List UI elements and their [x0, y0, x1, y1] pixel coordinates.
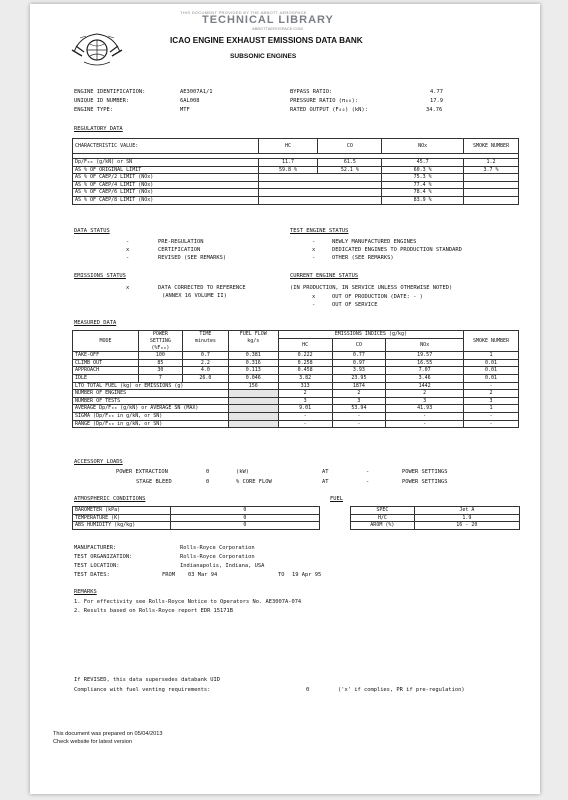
- measured-cell: 1: [464, 352, 519, 360]
- fuel-label: AROM (%): [351, 522, 415, 530]
- fuel-label: SPEC: [351, 507, 415, 515]
- lto-cell: 156: [228, 382, 278, 390]
- measured-cell: 0.222: [278, 352, 332, 360]
- bypass-value: 4.77: [430, 89, 443, 95]
- remark-item: 1. For effectivity see Rolls-Royce Notice to Operators No. AE3007A-074: [74, 599, 302, 605]
- regulatory-row: [73, 189, 519, 197]
- engine-id-label: ENGINE IDENTIFICATION:: [74, 89, 146, 95]
- measured-header-cell: HC: [278, 338, 332, 352]
- measured-cell: 2.2: [182, 359, 228, 367]
- measured-cell: 85: [138, 359, 182, 367]
- summary-cell: 2: [332, 390, 386, 398]
- status-mark: -: [312, 302, 316, 308]
- measured-cell: 3.46: [386, 375, 464, 383]
- accessory-dash: -: [366, 479, 370, 485]
- engine-type-label: ENGINE TYPE:: [74, 107, 113, 113]
- measured-cell: 30: [138, 367, 182, 375]
- summary-label: AVERAGE Dp/F₀₀ (g/kN) or AVERAGE SN (MAX): [73, 405, 229, 413]
- measured-row: [73, 375, 519, 383]
- lto-row: [73, 382, 519, 390]
- summary-cell: 3: [278, 397, 332, 405]
- regulatory-cell: 3.7 %: [464, 166, 519, 174]
- summary-cell: -: [332, 420, 386, 428]
- measured-cell: 0.113: [228, 367, 278, 375]
- measured-row: [73, 352, 519, 360]
- test-engine-status-heading: TEST ENGINE STATUS: [290, 228, 349, 234]
- fuel-label: H/C: [351, 514, 415, 522]
- summary-row: [73, 397, 519, 405]
- measured-row: [73, 367, 519, 375]
- atmospheric-label: ABS HUMIDITY (kg/kg): [73, 522, 171, 530]
- regulatory-cell: [258, 189, 382, 197]
- regulatory-header-cell: CHARACTERISTIC VALUE:: [73, 139, 259, 154]
- revised-note: If REVISED, this data supersedes databank UID: [74, 677, 221, 683]
- icao-logo-icon: [70, 30, 124, 70]
- summary-row: [73, 420, 519, 428]
- document-page: [30, 4, 540, 794]
- status-label: REVISED (SEE REMARKS): [158, 255, 227, 261]
- accessory-label: STAGE BLEED: [136, 479, 172, 485]
- current-engine-status-heading: CURRENT ENGINE STATUS: [290, 273, 359, 279]
- atmospheric-value: 0: [170, 514, 319, 522]
- status-label: NEWLY MANUFACTURED ENGINES: [332, 239, 417, 245]
- atmospheric-row: [73, 514, 320, 522]
- measured-header-row: [73, 331, 519, 339]
- fuel-table: [350, 506, 520, 530]
- regulatory-row: [73, 174, 519, 182]
- measured-header-cell: SETTING: [138, 338, 182, 345]
- accessory-value: 0: [206, 479, 210, 485]
- summary-cell: -: [464, 420, 519, 428]
- regulatory-cell: 52.1 %: [318, 166, 382, 174]
- summary-label: NUMBER OF TESTS: [73, 397, 229, 405]
- test-dates-from-label: FROM: [162, 572, 175, 578]
- accessory-at: AT: [322, 479, 329, 485]
- status-mark: x: [126, 247, 130, 253]
- measured-cell: 0.01: [464, 367, 519, 375]
- measured-header-cell: SMOKE NUMBER: [464, 331, 519, 352]
- summary-cell: 53.94: [332, 405, 386, 413]
- status-mark: -: [312, 255, 316, 261]
- status-mark: x: [312, 247, 316, 253]
- status-label: OTHER (SEE REMARKS): [332, 255, 394, 261]
- test-org-label: TEST ORGANIZATION:: [74, 554, 133, 560]
- regulatory-row: [73, 166, 519, 174]
- summary-shaded-cell: [228, 397, 278, 405]
- remark-item: 2. Results based on Rolls-Royce report EDR 15171B: [74, 608, 234, 614]
- measured-cell: 0.97: [332, 359, 386, 367]
- bypass-label: BYPASS RATIO:: [290, 89, 333, 95]
- regulatory-cell: [258, 181, 382, 189]
- measured-cell: 0.381: [228, 352, 278, 360]
- fuel-value: Jet A: [414, 507, 519, 515]
- watermark-site: ABBOTTAEROSPACE.COM: [252, 26, 303, 31]
- lto-cell: -: [464, 382, 519, 390]
- manufacturer-label: MANUFACTURER:: [74, 545, 117, 551]
- measured-cell: TAKE-OFF: [73, 352, 139, 360]
- summary-cell: -: [386, 420, 464, 428]
- regulatory-cell: [464, 174, 519, 182]
- summary-row: [73, 405, 519, 413]
- measured-header-cell: TIME: [182, 331, 228, 339]
- accessory-value: 0: [206, 469, 210, 475]
- measured-cell: IDLE: [73, 375, 139, 383]
- status-mark: x: [126, 285, 130, 291]
- emissions-status-line2: (ANNEX 16 VOLUME II): [162, 293, 227, 299]
- measured-row: [73, 359, 519, 367]
- regulatory-header-row: [73, 139, 519, 154]
- measured-cell: 4.0: [182, 367, 228, 375]
- regulatory-row: [73, 196, 519, 204]
- measured-header-cell: EMISSIONS INDICES (g/kg): [278, 331, 463, 339]
- manufacturer-value: Rolls-Royce Corporation: [180, 545, 255, 551]
- measured-header-cell: NOx: [386, 338, 464, 352]
- measured-header-cell: [182, 345, 228, 352]
- measured-cell: 100: [138, 352, 182, 360]
- accessory-unit: (kW): [236, 469, 249, 475]
- pressure-label: PRESSURE RATIO (π₀₀):: [290, 98, 359, 104]
- engine-type-value: MTF: [180, 107, 190, 113]
- atmospheric-table: [72, 506, 320, 530]
- regulatory-cell: AS % OF CAEP/4 LIMIT (NOx): [73, 181, 259, 189]
- measured-heading: MEASURED DATA: [74, 320, 117, 326]
- regulatory-header-cell: NOx: [382, 139, 464, 154]
- summary-cell: -: [332, 413, 386, 421]
- status-label: CERTIFICATION: [158, 247, 201, 253]
- summary-shaded-cell: [228, 405, 278, 413]
- regulatory-cell: 59.8 %: [258, 166, 318, 174]
- regulatory-header-cell: SMOKE NUMBER: [464, 139, 519, 154]
- status-mark: -: [126, 239, 130, 245]
- regulatory-row: [73, 181, 519, 189]
- measured-header-cell: [228, 345, 278, 352]
- regulatory-heading: REGULATORY DATA: [74, 126, 123, 132]
- summary-shaded-cell: [228, 413, 278, 421]
- summary-cell: 1: [464, 405, 519, 413]
- measured-cell: 0.258: [278, 359, 332, 367]
- summary-cell: -: [278, 413, 332, 421]
- regulatory-cell: AS % OF CAEP/2 LIMIT (NOx): [73, 174, 259, 182]
- test-location-value: Indianapolis, Indiana, USA: [180, 563, 265, 569]
- status-label: OUT OF PRODUCTION (DATE: - ): [332, 294, 423, 300]
- regulatory-cell: 60.3 %: [382, 166, 464, 174]
- data-status-heading: DATA STATUS: [74, 228, 110, 234]
- compliance-value: 0: [306, 687, 310, 693]
- accessory-at: AT: [322, 469, 329, 475]
- lto-label: LTO TOTAL FUEL (kg) or EMISSIONS (g): [73, 382, 229, 390]
- regulatory-cell: 1.2: [464, 159, 519, 167]
- summary-label: NUMBER OF ENGINES: [73, 390, 229, 398]
- status-mark: x: [312, 294, 316, 300]
- lto-cell: 313: [278, 382, 332, 390]
- test-dates-label: TEST DATES:: [74, 572, 110, 578]
- measured-table: [72, 330, 519, 428]
- test-location-label: TEST LOCATION:: [74, 563, 120, 569]
- measured-header-cell: CO: [332, 338, 386, 352]
- atmospheric-heading: ATMOSPHERIC CONDITIONS: [74, 496, 146, 502]
- fuel-heading: FUEL: [330, 496, 343, 502]
- status-mark: -: [312, 239, 316, 245]
- atmospheric-value: 0: [170, 522, 319, 530]
- compliance-note: ('x' if complies, PR if pre-regulation): [338, 687, 465, 693]
- atmospheric-label: TEMPERATURE (K): [73, 514, 171, 522]
- summary-cell: 9.01: [278, 405, 332, 413]
- measured-cell: 0.77: [332, 352, 386, 360]
- fuel-value: 16 - 20: [414, 522, 519, 530]
- regulatory-cell: AS % OF ORIGINAL LIMIT: [73, 166, 259, 174]
- regulatory-row: [73, 159, 519, 167]
- test-dates-to-label: TO: [278, 572, 285, 578]
- check-website-note: Check website for latest version: [53, 739, 132, 745]
- measured-header-cell: minutes: [182, 338, 228, 345]
- regulatory-cell: 61.5: [318, 159, 382, 167]
- accessory-heading: ACCESSORY LOADS: [74, 459, 123, 465]
- atmospheric-row: [73, 522, 320, 530]
- status-mark: -: [126, 255, 130, 261]
- measured-cell: 3.82: [278, 375, 332, 383]
- regulatory-cell: 11.7: [258, 159, 318, 167]
- summary-shaded-cell: [228, 390, 278, 398]
- regulatory-cell: 83.9 %: [382, 196, 464, 204]
- fuel-value: 1.9: [414, 514, 519, 522]
- regulatory-cell: 77.4 %: [382, 181, 464, 189]
- regulatory-header-cell: CO: [318, 139, 382, 154]
- regulatory-cell: 78.4 %: [382, 189, 464, 197]
- status-label: DEDICATED ENGINES TO PRODUCTION STANDARD: [332, 247, 462, 253]
- regulatory-cell: AS % OF CAEP/8 LIMIT (NOx): [73, 196, 259, 204]
- uid-label: UNIQUE ID NUMBER:: [74, 98, 130, 104]
- status-label: PRE-REGULATION: [158, 239, 204, 245]
- rated-value: 34.76: [426, 107, 443, 113]
- measured-cell: APPROACH: [73, 367, 139, 375]
- fuel-row: [351, 514, 520, 522]
- remarks-heading: REMARKS: [74, 589, 97, 595]
- summary-cell: 2: [386, 390, 464, 398]
- lto-cell: 1442: [386, 382, 464, 390]
- document-subtitle: SUBSONIC ENGINES: [230, 53, 297, 60]
- measured-cell: 16.55: [386, 359, 464, 367]
- summary-cell: 3: [332, 397, 386, 405]
- current-engine-status-line1: (IN PRODUCTION, IN SERVICE UNLESS OTHERWISE NOTED): [290, 285, 453, 291]
- measured-cell: CLIMB OUT: [73, 359, 139, 367]
- watermark-title: TECHNICAL LIBRARY: [202, 14, 334, 26]
- summary-row: [73, 413, 519, 421]
- measured-cell: 3.93: [332, 367, 386, 375]
- regulatory-cell: 75.3 %: [382, 174, 464, 182]
- measured-cell: 0.316: [228, 359, 278, 367]
- measured-cell: 7.07: [386, 367, 464, 375]
- atmospheric-value: 0: [170, 507, 319, 515]
- pressure-value: 17.9: [430, 98, 443, 104]
- summary-row: [73, 390, 519, 398]
- regulatory-cell: [258, 174, 382, 182]
- regulatory-header-cell: HC: [258, 139, 318, 154]
- summary-cell: 3: [386, 397, 464, 405]
- measured-cell: 0.01: [464, 375, 519, 383]
- test-org-value: Rolls-Royce Corporation: [180, 554, 255, 560]
- regulatory-cell: 45.7: [382, 159, 464, 167]
- summary-cell: -: [464, 413, 519, 421]
- summary-cell: 3: [464, 397, 519, 405]
- atmospheric-row: [73, 507, 320, 515]
- measured-cell: 0.458: [278, 367, 332, 375]
- regulatory-table: [72, 138, 519, 205]
- test-dates-from: 03 Mar 94: [188, 572, 218, 578]
- summary-cell: 41.93: [386, 405, 464, 413]
- document-title: ICAO ENGINE EXHAUST EMISSIONS DATA BANK: [170, 36, 363, 45]
- regulatory-cell: [464, 181, 519, 189]
- accessory-unit: % CORE FLOW: [236, 479, 272, 485]
- measured-cell: 7: [138, 375, 182, 383]
- measured-header-cell: FUEL FLOW: [228, 331, 278, 339]
- test-dates-to: 19 Apr 95: [292, 572, 322, 578]
- uid-value: 6AL008: [180, 98, 200, 104]
- measured-header-cell: POWER: [138, 331, 182, 339]
- measured-cell: 0.7: [182, 352, 228, 360]
- accessory-setting: POWER SETTINGS: [402, 479, 448, 485]
- emissions-status-heading: EMISSIONS STATUS: [74, 273, 126, 279]
- prepared-date: This document was prepared on 05/04/2013: [53, 731, 163, 737]
- atmospheric-label: BAROMETER (kPa): [73, 507, 171, 515]
- measured-header-row: [73, 338, 519, 345]
- regulatory-cell: [464, 189, 519, 197]
- fuel-row: [351, 507, 520, 515]
- regulatory-cell: [464, 196, 519, 204]
- summary-cell: -: [386, 413, 464, 421]
- summary-cell: 2: [278, 390, 332, 398]
- engine-id-value: AE3007A1/1: [180, 89, 213, 95]
- accessory-setting: POWER SETTINGS: [402, 469, 448, 475]
- measured-cell: 0.01: [464, 359, 519, 367]
- accessory-label: POWER EXTRACTION: [116, 469, 168, 475]
- regulatory-cell: [258, 196, 382, 204]
- measured-header-cell: (%F₀₀): [138, 345, 182, 352]
- measured-cell: 19.57: [386, 352, 464, 360]
- measured-header-cell: MODE: [73, 331, 139, 352]
- summary-shaded-cell: [228, 420, 278, 428]
- accessory-dash: -: [366, 469, 370, 475]
- summary-label: SIGMA (Dp/F₀₀ in g/kN, or SN): [73, 413, 229, 421]
- summary-cell: -: [278, 420, 332, 428]
- fuel-row: [351, 522, 520, 530]
- lto-cell: 1874: [332, 382, 386, 390]
- compliance-label: Compliance with fuel venting requirements:: [74, 687, 211, 693]
- measured-cell: 0.046: [228, 375, 278, 383]
- watermark-top: THIS DOCUMENT PROVIDED BY THE ABBOTT AEROSPACE: [180, 10, 307, 15]
- measured-cell: 26.0: [182, 375, 228, 383]
- measured-cell: 23.95: [332, 375, 386, 383]
- rated-label: RATED OUTPUT (F₀₀) (kN):: [290, 107, 368, 113]
- regulatory-cell: AS % OF CAEP/6 LIMIT (NOx): [73, 189, 259, 197]
- summary-cell: 2: [464, 390, 519, 398]
- status-label: OUT OF SERVICE: [332, 302, 378, 308]
- regulatory-cell: Dp/F₀₀ (g/kN) or SN: [73, 159, 259, 167]
- measured-header-cell: kg/s: [228, 338, 278, 345]
- summary-label: RANGE (Dp/F₀₀ in g/kN, or SN): [73, 420, 229, 428]
- emissions-status-line1: DATA CORRECTED TO REFERENCE: [158, 285, 246, 291]
